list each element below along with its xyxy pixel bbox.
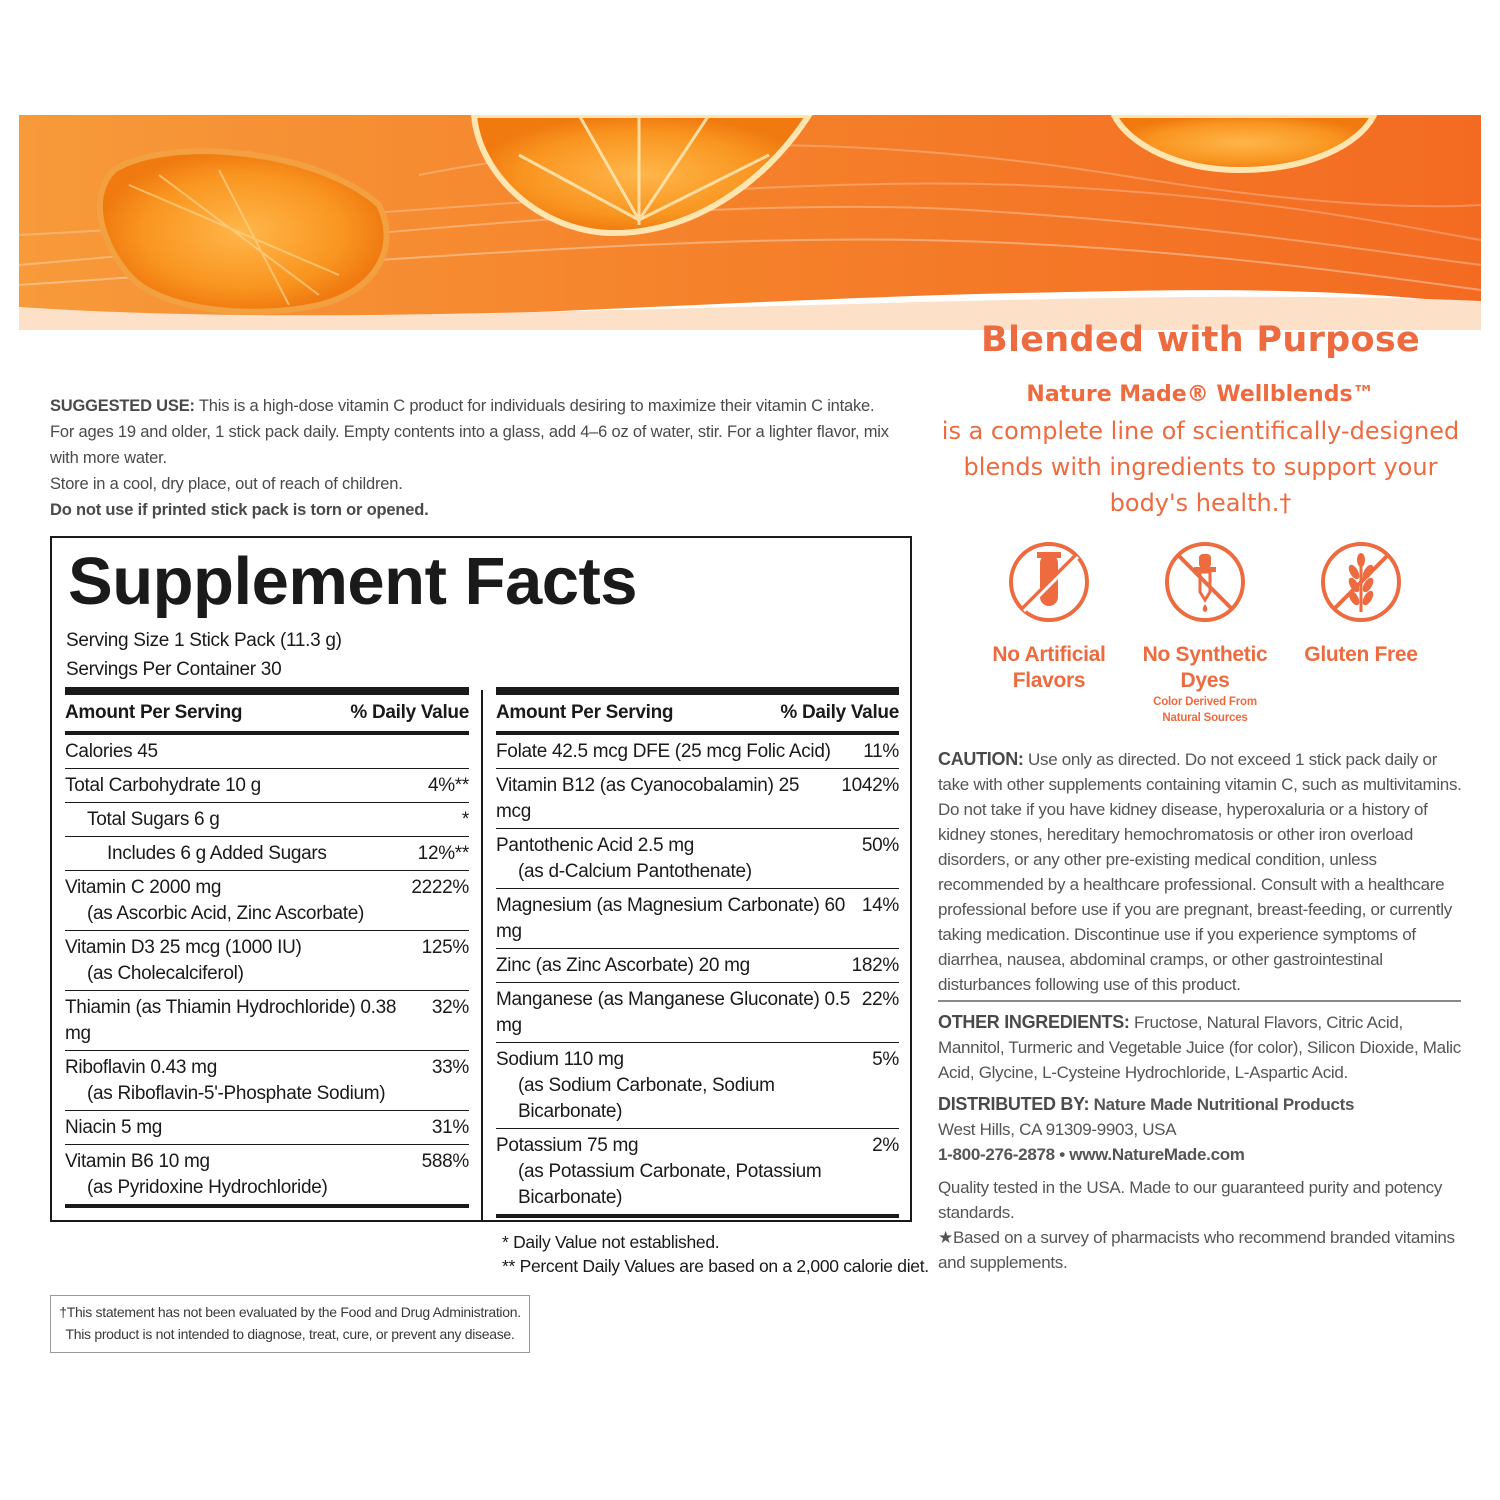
nutrient-label: Pantothenic Acid 2.5 mg	[496, 835, 695, 856]
nutrient-label: Calories 45	[65, 741, 158, 762]
dropper-icon	[1163, 540, 1247, 624]
nutrient-label: Magnesium (as Magnesium Carbonate) 60 mg	[496, 895, 846, 942]
nutrient-row	[65, 803, 469, 837]
fda-disclaimer	[50, 1295, 530, 1353]
nutrient-row	[496, 949, 899, 983]
distributor-address: West Hills, CA 91309-9903, USA	[938, 1120, 1177, 1139]
distributor-contact: 1-800-276-2878 • www.NatureMade.com	[938, 1145, 1245, 1164]
daily-value: 4%**	[427, 775, 469, 796]
column-header	[65, 695, 469, 735]
nutrient-label: Potassium 75 mg	[496, 1135, 639, 1156]
caution-text: Use only as directed. Do not exceed 1 stick pack daily or take with other supplements containing vitamin C, such as multivitamins. Do not take if you have kidney disease, hyperoxaluria or a history of kidney stones, hereditary hemochromatosis or other iron overload disorders, or any other pre-existing medical condition, unless recommended by a healthcare professional. Consult with a healthcare professional before use if you are pregnant, breast-feeding, or currently taking medication. Discontinue use if you experience symptoms of diarrhea, nausea, abdominal cramps, or other gastrointestinal disturbances following use of this product.	[938, 750, 1462, 994]
nutrient-label: Zinc (as Zinc Ascorbate) 20 mg	[496, 955, 750, 976]
suggested-use-label: SUGGESTED USE:	[50, 397, 195, 415]
serving-info	[66, 626, 342, 684]
nutrient-row	[65, 931, 469, 991]
other-ingredients-label: OTHER INGREDIENTS:	[938, 1012, 1130, 1032]
nutrient-name	[496, 739, 857, 765]
nutrient-label: Sodium 110 mg	[496, 1049, 624, 1070]
nutrient-name	[65, 807, 456, 833]
nutrient-label: Includes 6 g Added Sugars	[107, 843, 327, 864]
nutrient-name	[65, 1055, 426, 1107]
amount-header: Amount Per Serving	[65, 702, 243, 723]
blended-text: is a complete line of scientifically-designed blends with ingredients to support your body's health.†	[941, 417, 1460, 517]
nutrient-label: Manganese (as Manganese Gluconate) 0.5 mg	[496, 989, 851, 1036]
nutrient-row	[496, 1129, 899, 1218]
nutrient-label: Riboflavin 0.43 mg	[65, 1057, 217, 1078]
facts-left-column	[65, 687, 469, 1208]
nutrient-label: Total Sugars 6 g	[87, 809, 220, 830]
nutrient-name	[65, 875, 405, 927]
daily-value: 1042%	[841, 775, 899, 796]
badge-no-synthetic-dyes	[1135, 540, 1275, 726]
daily-value: 32%	[431, 997, 469, 1018]
daily-value: 588%	[421, 1151, 469, 1172]
nutrient-row	[496, 1043, 899, 1129]
nutrient-name	[65, 1149, 416, 1201]
dv-header: % Daily Value	[780, 702, 899, 723]
label-panel	[19, 115, 1481, 1385]
daily-value: 14%	[861, 895, 899, 916]
badge-line-1: No Artificial	[992, 643, 1106, 666]
nutrient-name	[496, 1133, 866, 1211]
daily-value: 5%	[872, 1049, 899, 1070]
nutrient-name	[65, 739, 463, 765]
storage-text: Store in a cool, dry place, out of reach of children.	[50, 475, 403, 493]
daily-value: 50%	[861, 835, 899, 856]
nutrient-name	[65, 935, 416, 987]
blended-title: Blended with Purpose	[980, 320, 1421, 360]
daily-value: 22%	[861, 989, 899, 1010]
daily-value: 2%	[872, 1135, 899, 1156]
fda-line-2: This product is not intended to diagnose, treat, cure, or prevent any disease.	[65, 1326, 515, 1342]
daily-value: 182%	[851, 955, 899, 976]
orange-banner	[19, 115, 1481, 330]
daily-value: 31%	[431, 1117, 469, 1138]
daily-value	[463, 739, 469, 765]
nutrient-source: (as Pyridoxine Hydrochloride)	[87, 1177, 328, 1198]
nutrient-row	[65, 1111, 469, 1145]
nutrient-source: (as Cholecalciferol)	[87, 963, 244, 984]
nutrient-label: Vitamin C 2000 mg	[65, 877, 222, 898]
daily-value: 12%**	[417, 843, 469, 864]
nutrient-name	[65, 995, 426, 1047]
suggested-use-text: This is a high-dose vitamin C product for individuals desiring to maximize their vitamin C intake. For ages 19 and older, 1 stick pack daily. Empty contents into a glass, add 4–6 oz of water, stir. For a lighter flavor, mix with more water.	[50, 397, 889, 467]
nutrient-row	[65, 735, 469, 769]
badge-line-1: No Synthetic	[1142, 643, 1268, 666]
quality-line-1: Quality tested in the USA. Made to our guaranteed purity and potency standards.	[938, 1178, 1443, 1222]
blended-description	[938, 377, 1463, 521]
nutrient-label: Vitamin B6 10 mg	[65, 1151, 210, 1172]
amount-header: Amount Per Serving	[496, 702, 674, 723]
facts-right-column	[496, 687, 929, 1278]
nutrient-name	[496, 953, 846, 979]
caution-label: CAUTION:	[938, 749, 1024, 769]
nutrient-row	[496, 829, 899, 889]
badge-row	[979, 540, 1429, 725]
nutrient-row	[496, 889, 899, 949]
thick-rule	[496, 687, 899, 695]
badge-line-2: Dyes	[1180, 669, 1230, 692]
other-ingredients-text: Fructose, Natural Flavors, Citric Acid, Mannitol, Turmeric and Vegetable Juice (for color), Silicon Dioxide, Malic Acid, Glycine, L-Cysteine Hydrochloride, L-Aspartic Acid.	[938, 1013, 1461, 1082]
nutrient-row	[65, 1051, 469, 1111]
footnote-dv-not-established: * Daily Value not established.	[502, 1232, 720, 1252]
thick-rule	[65, 687, 469, 695]
nutrient-label: Total Carbohydrate 10 g	[65, 775, 261, 796]
nutrient-source: (as Sodium Carbonate, Sodium Bicarbonate)	[518, 1075, 775, 1122]
serving-size: Serving Size 1 Stick Pack (11.3 g)	[66, 630, 342, 651]
nutrient-row	[496, 769, 899, 829]
fda-line-1: †This statement has not been evaluated by the Food and Drug Administration.	[59, 1304, 521, 1320]
nutrient-row	[65, 769, 469, 803]
seal-warning: Do not use if printed stick pack is torn or opened.	[50, 501, 429, 519]
quality-statement	[938, 1175, 1463, 1275]
supplement-facts-title: Supplement Facts	[68, 544, 638, 619]
badge-small-2: Natural Sources	[1162, 712, 1248, 724]
nutrient-row	[65, 837, 469, 871]
supplement-facts-panel	[50, 536, 929, 1276]
quality-line-2: ★Based on a survey of pharmacists who recommend branded vitamins and supplements.	[938, 1228, 1455, 1272]
wheat-icon	[1319, 540, 1403, 624]
dv-header: % Daily Value	[350, 702, 469, 723]
nutrient-name	[65, 773, 422, 799]
nutrient-name	[496, 1047, 866, 1125]
badge-small-1: Color Derived From	[1153, 696, 1257, 708]
caution-section	[938, 747, 1463, 997]
badge-gluten-free	[1291, 540, 1431, 668]
nutrient-row	[496, 735, 899, 769]
distributor-info	[938, 1092, 1463, 1167]
nutrient-label: Vitamin D3 25 mcg (1000 IU)	[65, 937, 302, 958]
column-divider	[481, 690, 483, 1222]
nutrient-label: Vitamin B12 (as Cyanocobalamin) 25 mcg	[496, 775, 800, 822]
divider	[938, 1000, 1461, 1002]
nutrient-row	[65, 1145, 469, 1208]
nutrient-row	[65, 991, 469, 1051]
nutrient-label: Folate 42.5 mcg DFE (25 mcg Folic Acid)	[496, 741, 831, 762]
column-header	[496, 695, 899, 735]
brand-name: Nature Made® Wellblends™	[1026, 382, 1375, 407]
test-tube-icon	[1007, 540, 1091, 624]
daily-value: 125%	[421, 937, 469, 958]
nutrient-source: (as d-Calcium Pantothenate)	[518, 861, 752, 882]
distributed-label: DISTRIBUTED BY:	[938, 1094, 1090, 1114]
servings-per-container: Servings Per Container 30	[66, 659, 282, 680]
daily-value: 11%	[863, 741, 899, 762]
nutrient-row	[65, 871, 469, 931]
nutrient-label: Niacin 5 mg	[65, 1117, 163, 1138]
other-ingredients	[938, 1010, 1463, 1085]
distributor-company: Nature Made Nutritional Products	[1089, 1095, 1355, 1114]
badge-line-2: Flavors	[1012, 669, 1086, 692]
badge-no-artificial-flavors	[979, 540, 1119, 694]
badge-line-1: Gluten Free	[1304, 643, 1418, 666]
footnote-calorie-diet: ** Percent Daily Values are based on a 2,000 calorie diet.	[502, 1256, 929, 1276]
nutrient-name	[496, 987, 856, 1039]
nutrient-name	[65, 841, 412, 867]
nutrient-source: (as Potassium Carbonate, Potassium Bicarbonate)	[518, 1161, 822, 1208]
daily-value: 2222%	[411, 877, 469, 898]
nutrient-source: (as Riboflavin-5'-Phosphate Sodium)	[87, 1083, 386, 1104]
daily-value: *	[461, 809, 469, 830]
nutrient-name	[496, 833, 856, 885]
nutrient-name	[496, 773, 835, 825]
daily-value: 33%	[431, 1057, 469, 1078]
suggested-use	[50, 393, 900, 523]
nutrient-name	[496, 893, 856, 945]
facts-footnotes	[496, 1230, 929, 1278]
nutrient-row	[496, 983, 899, 1043]
nutrient-name	[65, 1115, 426, 1141]
nutrient-source: (as Ascorbic Acid, Zinc Ascorbate)	[87, 903, 365, 924]
nutrient-label: Thiamin (as Thiamin Hydrochloride) 0.38 mg	[65, 997, 397, 1044]
